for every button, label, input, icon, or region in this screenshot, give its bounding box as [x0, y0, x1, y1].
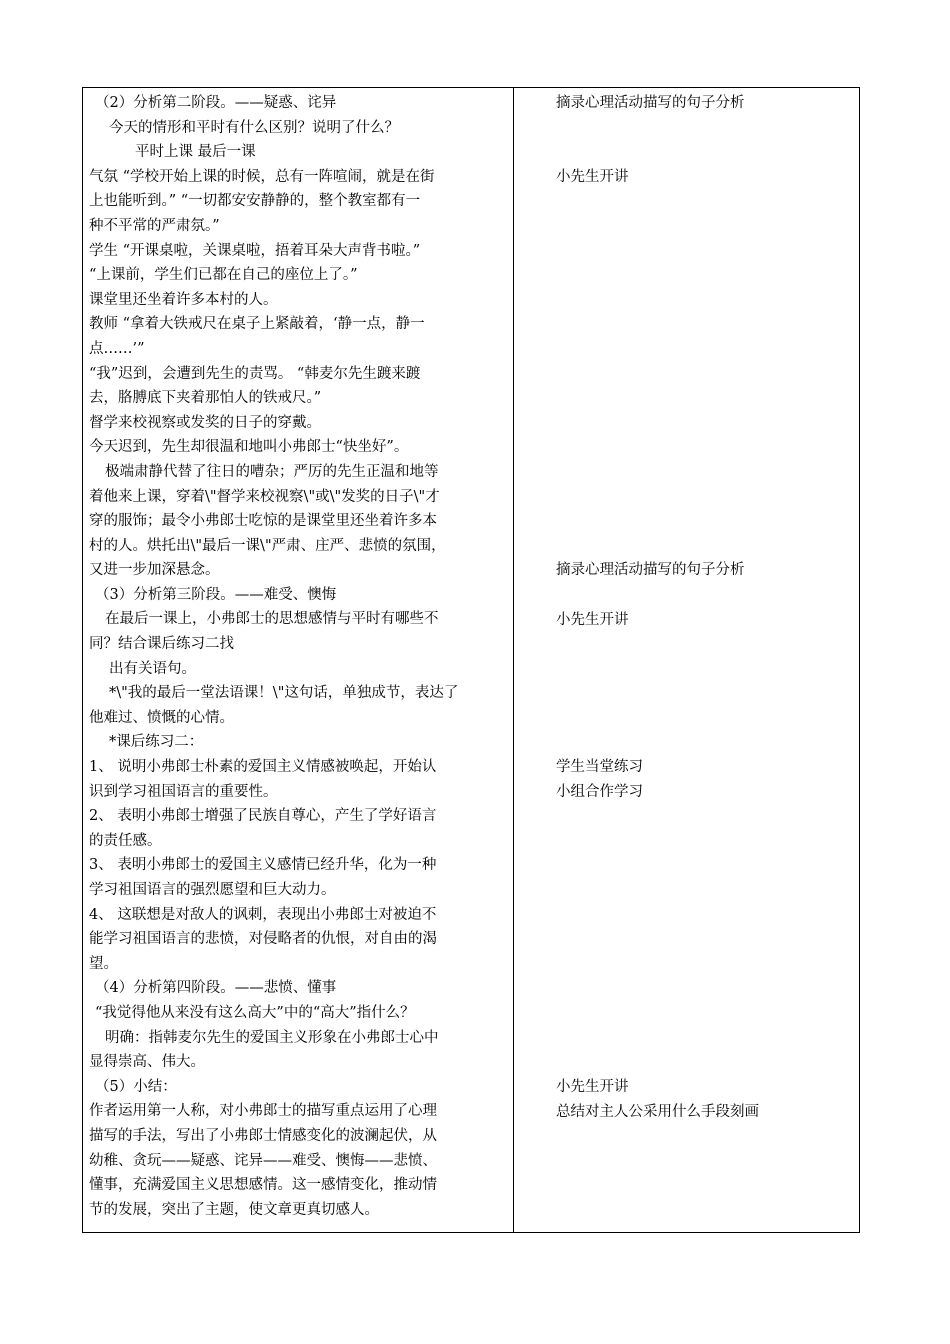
content-line: 课堂里还坐着许多本村的人。 — [89, 291, 278, 308]
method-note: 学生当堂练习 — [556, 759, 643, 776]
method-note: 摘录心理活动描写的句子分析 — [556, 95, 745, 111]
content-line: （5）小结： — [95, 1078, 177, 1095]
content-line: 描写的手法，写出了小弗郎士情感变化的波澜起伏，从 — [89, 1127, 437, 1144]
content-line: （4）分析第四阶段。——悲愤、懂事 — [95, 980, 337, 997]
content-line: 3、 表明小弗郎士的爱国主义感情已经升华，化为一种 — [89, 857, 437, 874]
content-line: 平时上课 最后一课 — [135, 144, 256, 161]
content-line: 种不平常的严肃氛。” — [89, 217, 220, 234]
content-line: 明确：指韩麦尔先生的爱国主义形象在小弗郎士心中 — [105, 1029, 439, 1046]
content-line: （2）分析第二阶段。——疑惑、诧异 — [95, 95, 337, 111]
content-line: 学生 “开课桌啦，关课桌啦，捂着耳朵大声背书啦。” — [89, 242, 421, 259]
content-line: 的责任感。 — [89, 832, 162, 849]
content-line: （3）分析第三阶段。——难受、懊悔 — [95, 586, 337, 603]
method-note: 小先生开讲 — [556, 168, 629, 185]
content-line: 在最后一课上，小弗郎士的思想感情与平时有哪些不 — [105, 611, 439, 628]
content-line: 又进一步加深悬念。 — [89, 562, 220, 579]
content-line: 识到学习祖国语言的重要性。 — [89, 783, 278, 800]
content-line: 作者运用第一人称，对小弗郎士的描写重点运用了心理 — [89, 1103, 437, 1120]
lesson-plan-table — [82, 87, 860, 1233]
content-line: *\"我的最后一堂法语课！\"这句话，单独成节，表达了 — [109, 685, 459, 702]
method-note: 总结对主人公采用什么手段刻画 — [556, 1103, 759, 1120]
content-line: 极端肃静代替了往日的嘈杂；严厉的先生正温和地等 — [105, 463, 439, 480]
method-note: 小先生开讲 — [556, 1079, 629, 1095]
content-line: *课后练习二： — [109, 734, 204, 751]
column-divider — [513, 88, 514, 1232]
content-line: 幼稚、贪玩——疑惑、诧异——难受、懊悔——悲愤、 — [89, 1152, 437, 1169]
content-line: 望。 — [89, 955, 118, 972]
content-line: 他难过、愤慨的心情。 — [89, 709, 234, 726]
content-line: 显得崇高、伟大。 — [89, 1054, 205, 1071]
content-line: 点……’” — [89, 340, 145, 357]
teaching-content-column — [89, 91, 507, 1222]
content-line: 2、 表明小弗郎士增强了民族自尊心，产生了学好语言 — [89, 808, 437, 825]
content-line: 能学习祖国语言的悲愤，对侵略者的仇恨，对自由的渴 — [89, 931, 437, 948]
content-line: 懂事，充满爱国主义思想感情。这一感情变化，推动情 — [89, 1177, 437, 1194]
content-line: 今天迟到，先生却很温和地叫小弗郎士“快坐好”。 — [89, 439, 409, 456]
content-line: 出有关语句。 — [109, 660, 196, 677]
content-line: 同？结合课后练习二找 — [89, 636, 234, 653]
content-line: 学习祖国语言的强烈愿望和巨大动力。 — [89, 882, 336, 898]
content-line: “我觉得他从来没有这么高大”中的“高大”指什么？ — [95, 1004, 415, 1021]
content-line: 上也能听到。” “一切都安安静静的，整个教室都有一 — [89, 193, 421, 210]
method-note: 摘录心理活动描写的句子分析 — [556, 562, 745, 579]
content-line: 去，胳膊底下夹着那怕人的铁戒尺。” — [89, 390, 322, 407]
content-line: 督学来校视察或发奖的日子的穿戴。 — [89, 414, 321, 431]
method-note: 小先生开讲 — [556, 611, 629, 628]
content-line: “我”迟到，会遭到先生的责骂。 “韩麦尔先生踱来踱 — [89, 365, 421, 382]
content-line: 穿的服饰；最令小弗郎士吃惊的是课堂里还坐着许多本 — [89, 513, 437, 530]
content-line: 4、 这联想是对敌人的讽刺，表现出小弗郎士对被迫不 — [89, 906, 437, 923]
content-line: 今天的情形和平时有什么区别？说明了什么？ — [109, 119, 399, 136]
content-line: 1、 说明小弗郎士朴素的爱国主义情感被唤起，开始认 — [89, 759, 437, 776]
content-line: 气氛 “学校开始上课的时候，总有一阵喧闹，就是在街 — [89, 168, 435, 185]
content-line: 村的人。烘托出\"最后一课\"严肃、庄严、悲愤的氛围， — [89, 537, 446, 554]
content-line: “上课前，学生们已都在自己的座位上了。” — [89, 267, 358, 284]
method-note: 小组合作学习 — [556, 783, 643, 800]
content-line: 教师 “拿着大铁戒尺在桌子上紧敲着，‘静一点，静一 — [89, 316, 425, 333]
content-line: 节的发展，突出了主题，使文章更真切感人。 — [89, 1201, 379, 1218]
content-line: 着他来上课，穿着\"督学来校视察\"或\"发奖的日子\"才 — [89, 488, 440, 505]
